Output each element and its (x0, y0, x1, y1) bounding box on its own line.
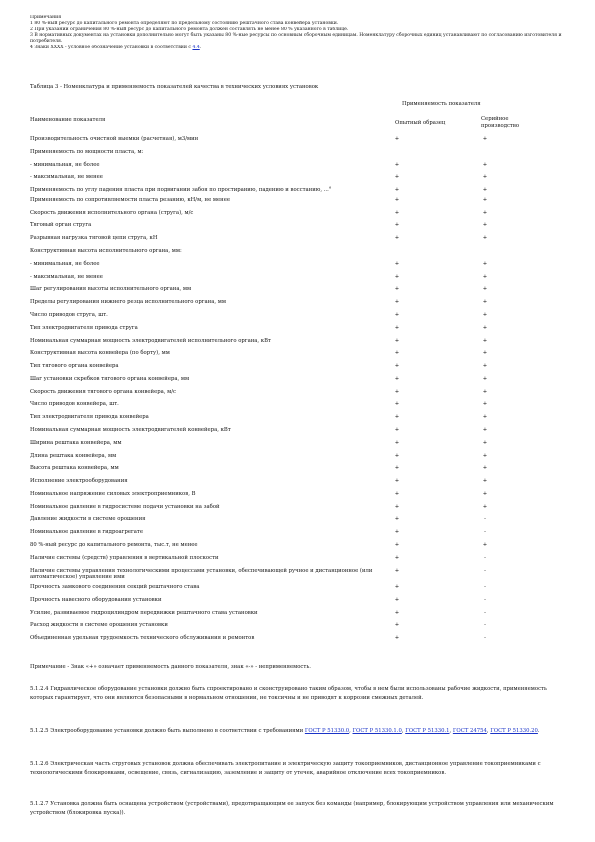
serial-mark: + (482, 542, 488, 548)
table-row (30, 325, 570, 332)
table-caption: Таблица 3 - Номенклатура и применяемость показателей качества в технических условиях установок (30, 84, 319, 90)
indicator-name: Число приводов конвейера, шт. (30, 401, 119, 408)
indicator-name: Усилие, развиваемое гидроцилиндром передвижки рештачного става установки (30, 609, 258, 616)
table-row (30, 299, 570, 306)
table-row (30, 491, 570, 498)
indicator-name: Расход жидкости в системе орошения установки (30, 622, 168, 629)
table-row (30, 622, 570, 629)
table-row (30, 465, 570, 472)
table-row (30, 174, 570, 181)
table-row (30, 338, 570, 345)
serial-mark: + (482, 503, 488, 510)
serial-mark: - (484, 516, 486, 523)
prototype-mark: + (394, 401, 400, 408)
serial-mark: + (482, 439, 488, 446)
table-row (30, 162, 570, 169)
indicator-name: Наличие системы (средств) управления в вертикальной плоскости (30, 554, 219, 561)
prototype-mark: + (394, 260, 400, 267)
indicator-name: Тяговый орган струга (30, 222, 92, 229)
prototype-mark: + (394, 414, 400, 421)
table-row (30, 504, 570, 511)
table-row (30, 376, 570, 383)
prototype-mark: + (394, 235, 400, 242)
table-row (30, 568, 570, 581)
table-row (30, 274, 570, 281)
serial-mark: - (484, 583, 486, 590)
prototype-mark: + (394, 529, 400, 536)
serial-mark: + (482, 363, 488, 370)
table-row (30, 261, 570, 268)
indicator-name: Шаг регулирования высоты исполнительного органа, мм (30, 286, 192, 293)
prototype-mark: + (394, 375, 400, 382)
serial-mark: + (482, 209, 488, 216)
note-item: 2 При указании ограничения 80 %-ный ресурс до капитального ремонта должен составлять не менее 80 % указанного в таблице. (30, 27, 349, 32)
indicator-table (30, 136, 570, 648)
prototype-mark: + (394, 311, 400, 318)
prototype-mark: + (394, 273, 400, 280)
serial-mark: + (482, 222, 488, 229)
table-row (30, 286, 570, 293)
serial-mark: + (482, 187, 488, 194)
table-row (30, 210, 570, 217)
clause-text: 5.1.2.5 Электрооборудование установки должно быть выполнено в соответствии с требованиями (30, 728, 305, 734)
table-row (30, 401, 570, 408)
prototype-mark: + (394, 161, 400, 168)
serial-mark: + (482, 350, 488, 357)
table-row (30, 478, 570, 485)
serial-mark: + (482, 286, 488, 293)
clause-5-1-2-7: 5.1.2.7 Установка должна быть оснащена устройством (устройствами), предотвращающим ее запуск без команды (например, блокирующим устройством управления или механическим устройством (блокировка пуска)). (30, 801, 554, 817)
note-text: 4 Знаки XXXX - условное обозначение установки в соответствии с (30, 45, 193, 50)
table-row (30, 516, 570, 523)
indicator-name: Пределы регулирования нижнего резца исполнительного органа, мм (30, 299, 226, 306)
clause-5-1-2-5: 5.1.2.5 Электрооборудование установки должно быть выполнено в соответствии с требованиями ГОСТ Р 51330.0, ГОСТ Р 51330.1.0, ГОСТ Р 51330.1, ГОСТ 24754, ГОСТ Р 51330.20. (30, 728, 540, 734)
table-note: Примечание - Знак «+» означает применяемость данного показателя, знак «-» - неприменяемость. (30, 664, 311, 670)
indicator-name: Конструктивная высота исполнительного органа, мм: (30, 248, 182, 255)
serial-mark: + (482, 273, 488, 280)
indicator-name: Ширина рештака конвейера, мм (30, 439, 122, 446)
clause-5-1-2-6: 5.1.2.6 Электрическая часть струговых установок должна обеспечивать электропитание и электрическую защиту токоприемников, дистанционное управление токоприемниками с технологическими блокировками, освещение, связь, сигнализацию, заземление и защиту от утечек, аварийное отключение всех токоприемников. (30, 761, 541, 777)
prototype-mark: + (394, 299, 400, 306)
serial-mark: - (484, 635, 486, 642)
prototype-mark: + (394, 478, 400, 485)
clause-5-1-2-4: 5.1.2.4 Гидравлическое оборудование установки должно быть спроектировано и сконструировано таким образом, чтобы в нем были использованы рабочие жидкости, применяемость которых гарантирует, что они являются безопасными в нормальном отношении, не токсичны и не приводят к коррозии смежных деталей. (30, 686, 547, 702)
indicator-name: Длина рештака конвейера, мм (30, 452, 117, 459)
serial-mark: + (482, 426, 488, 433)
serial-mark: - (484, 622, 486, 629)
serial-mark: + (482, 337, 488, 344)
prototype-mark: + (394, 596, 400, 603)
prototype-mark: + (394, 426, 400, 433)
indicator-name: Номинальное давление в гидроагрегате (30, 529, 143, 536)
table-row (30, 389, 570, 396)
serial-mark: + (482, 465, 488, 472)
table-row (30, 312, 570, 319)
table-row (30, 248, 570, 255)
serial-mark: + (482, 136, 488, 142)
table-row (30, 136, 570, 143)
table-row (30, 414, 570, 421)
prototype-mark: + (394, 222, 400, 229)
prototype-mark: + (394, 609, 400, 616)
prototype-mark: + (394, 196, 400, 203)
notes-block (30, 15, 570, 51)
serial-mark: + (482, 174, 488, 181)
indicator-name: - минимальная, не более (30, 260, 100, 267)
header-prototype: Опытный образец (395, 120, 446, 126)
table-row (30, 529, 570, 536)
indicator-name: Номинальное напряжение силовых электроприемников, В (30, 490, 196, 497)
note-item: 3 В нормативных документах на установки дополнительно могут быть указаны 80 %-ные ресурсы по основным сборочным единицам. Номенклатуру сборочных единиц устанавливают по согласованию изготовителя и потребителя. (30, 33, 562, 44)
serial-mark: + (482, 414, 488, 421)
table-row (30, 222, 570, 229)
serial-mark: - (484, 609, 486, 616)
prototype-mark: + (394, 583, 400, 590)
prototype-mark: + (394, 388, 400, 395)
prototype-mark: + (394, 187, 400, 194)
indicator-name: Прочность навесного оборудования установки (30, 596, 162, 603)
prototype-mark: + (394, 542, 400, 548)
serial-mark: - (484, 529, 486, 536)
prototype-mark: + (394, 209, 400, 216)
indicator-name: Тип электродвигателя привода струга (30, 324, 138, 331)
indicator-name: Скорость движения исполнительного органа (струга), м/с (30, 209, 194, 216)
serial-mark: + (482, 311, 488, 318)
prototype-mark: + (394, 503, 400, 510)
table-row (30, 149, 570, 156)
prototype-mark: + (394, 452, 400, 459)
prototype-mark: + (394, 337, 400, 344)
serial-mark: - (484, 596, 486, 603)
standard-link[interactable]: ГОСТ Р 51330.1.0 (352, 728, 402, 734)
standard-link[interactable]: ГОСТ Р 51330.20 (490, 728, 538, 734)
prototype-mark: + (394, 465, 400, 472)
prototype-mark: + (394, 635, 400, 642)
header-serial-production: Серийное производство (481, 116, 520, 129)
serial-mark: + (482, 324, 488, 331)
table-row (30, 440, 570, 447)
indicator-name: - максимальная, не менее (30, 273, 103, 280)
note-item: 4 Знаки XXXX - условное обозначение установки в соответствии с 4.4. (30, 45, 202, 50)
indicator-name: Наличие системы управления технологическими процессами установки, обеспечивающей ручное и дистанционное (или автоматическое) управление ими (30, 567, 373, 581)
table-row (30, 363, 570, 370)
indicator-name: Номинальная суммарная мощность электродвигателей исполнительного органа, кВт (30, 337, 271, 344)
indicator-name: Давление жидкости в системе орошения (30, 516, 146, 523)
prototype-mark: + (394, 622, 400, 629)
serial-mark: - (484, 567, 486, 574)
prototype-mark: + (394, 324, 400, 331)
prototype-mark: + (394, 286, 400, 293)
prototype-mark: + (394, 516, 400, 523)
serial-mark: + (482, 401, 488, 408)
indicator-name: Прочность замкового соединения секций рештачного става (30, 583, 200, 590)
prototype-mark: + (394, 490, 400, 497)
indicator-name: - максимальная, не менее (30, 174, 103, 181)
table-row (30, 584, 570, 591)
indicator-name: Высота рештака конвейера, мм (30, 465, 119, 472)
table-row (30, 197, 570, 204)
table-row (30, 597, 570, 604)
indicator-name: Номинальная суммарная мощность электродвигателей конвейера, кВт (30, 426, 231, 433)
clause-link[interactable]: 4.4 (192, 45, 200, 50)
table-row (30, 610, 570, 617)
indicator-name: Применяемость по сопротивляемости пласта резанию, кН/м, не менее (30, 196, 230, 203)
serial-mark: + (482, 375, 488, 382)
indicator-name: Разрывная нагрузка тяговой цепи струга, кН (30, 235, 158, 242)
serial-mark: + (482, 260, 488, 267)
indicator-name: Исполнение электрооборудования (30, 478, 128, 485)
prototype-mark: + (394, 174, 400, 181)
serial-mark: + (482, 196, 488, 203)
indicator-name: Применяемость по мощности пласта, м: (30, 148, 144, 155)
standard-link[interactable]: ГОСТ Р 51330.0 (304, 728, 350, 734)
prototype-mark: + (394, 350, 400, 357)
indicator-name: Номинальное давление в гидросистеме подачи установки на забой (30, 503, 220, 510)
indicator-name: - минимальная, не более (30, 161, 100, 168)
indicator-name: 80 %-ный ресурс до капитального ремонта, тыс.т, не менее (30, 542, 198, 548)
table-row (30, 635, 570, 642)
prototype-mark: + (394, 136, 400, 142)
table-row (30, 350, 570, 357)
header-indicator-name: Наименование показателя (30, 117, 106, 123)
standard-link[interactable]: ГОСТ Р 51330.1 (405, 728, 450, 734)
indicator-name: Конструктивная высота конвейера (по борту), мм (30, 350, 170, 357)
indicator-name: Объединенная удельная трудоемкость технического обслуживания и ремонтов (30, 635, 255, 642)
table-row (30, 555, 570, 562)
table-row (30, 235, 570, 242)
indicator-name: Применяемость по углу падения пласта при подвигании забоя по простиранию, падению и восстанию, ...° (30, 187, 332, 194)
table-row (30, 187, 570, 194)
indicator-name: Тип электродвигателя привода конвейера (30, 414, 149, 421)
serial-mark: + (482, 478, 488, 485)
prototype-mark: + (394, 363, 400, 370)
table-row (30, 453, 570, 460)
serial-mark: + (482, 490, 488, 497)
note-item: 1 80 %-ный ресурс до капитального ремонта определяют по предельному состоянию рештачного става конвейера установки. (30, 21, 339, 26)
notes-heading: Примечания (30, 15, 62, 20)
indicator-name: Число приводов струга, шт. (30, 311, 108, 318)
serial-mark: - (484, 554, 486, 561)
table-row (30, 542, 570, 549)
indicator-name: Скорость движения тягового органа конвейера, м/с (30, 388, 177, 395)
serial-mark: + (482, 235, 488, 242)
indicator-name: Шаг установки скребков тягового органа конвейера, мм (30, 375, 190, 382)
serial-mark: + (482, 299, 488, 306)
indicator-name: Производительность очистной выемки (расчетная), м3/мин (30, 136, 199, 142)
serial-mark: + (482, 161, 488, 168)
table-row (30, 427, 570, 434)
header-applicability: Применяемость показателя (402, 101, 481, 107)
prototype-mark: + (394, 554, 400, 561)
standard-link[interactable]: ГОСТ 24754 (452, 728, 487, 734)
serial-mark: + (482, 452, 488, 459)
serial-mark: + (482, 388, 488, 395)
prototype-mark: + (394, 567, 400, 574)
indicator-name: Тип тягового органа конвейера (30, 363, 119, 370)
prototype-mark: + (394, 439, 400, 446)
